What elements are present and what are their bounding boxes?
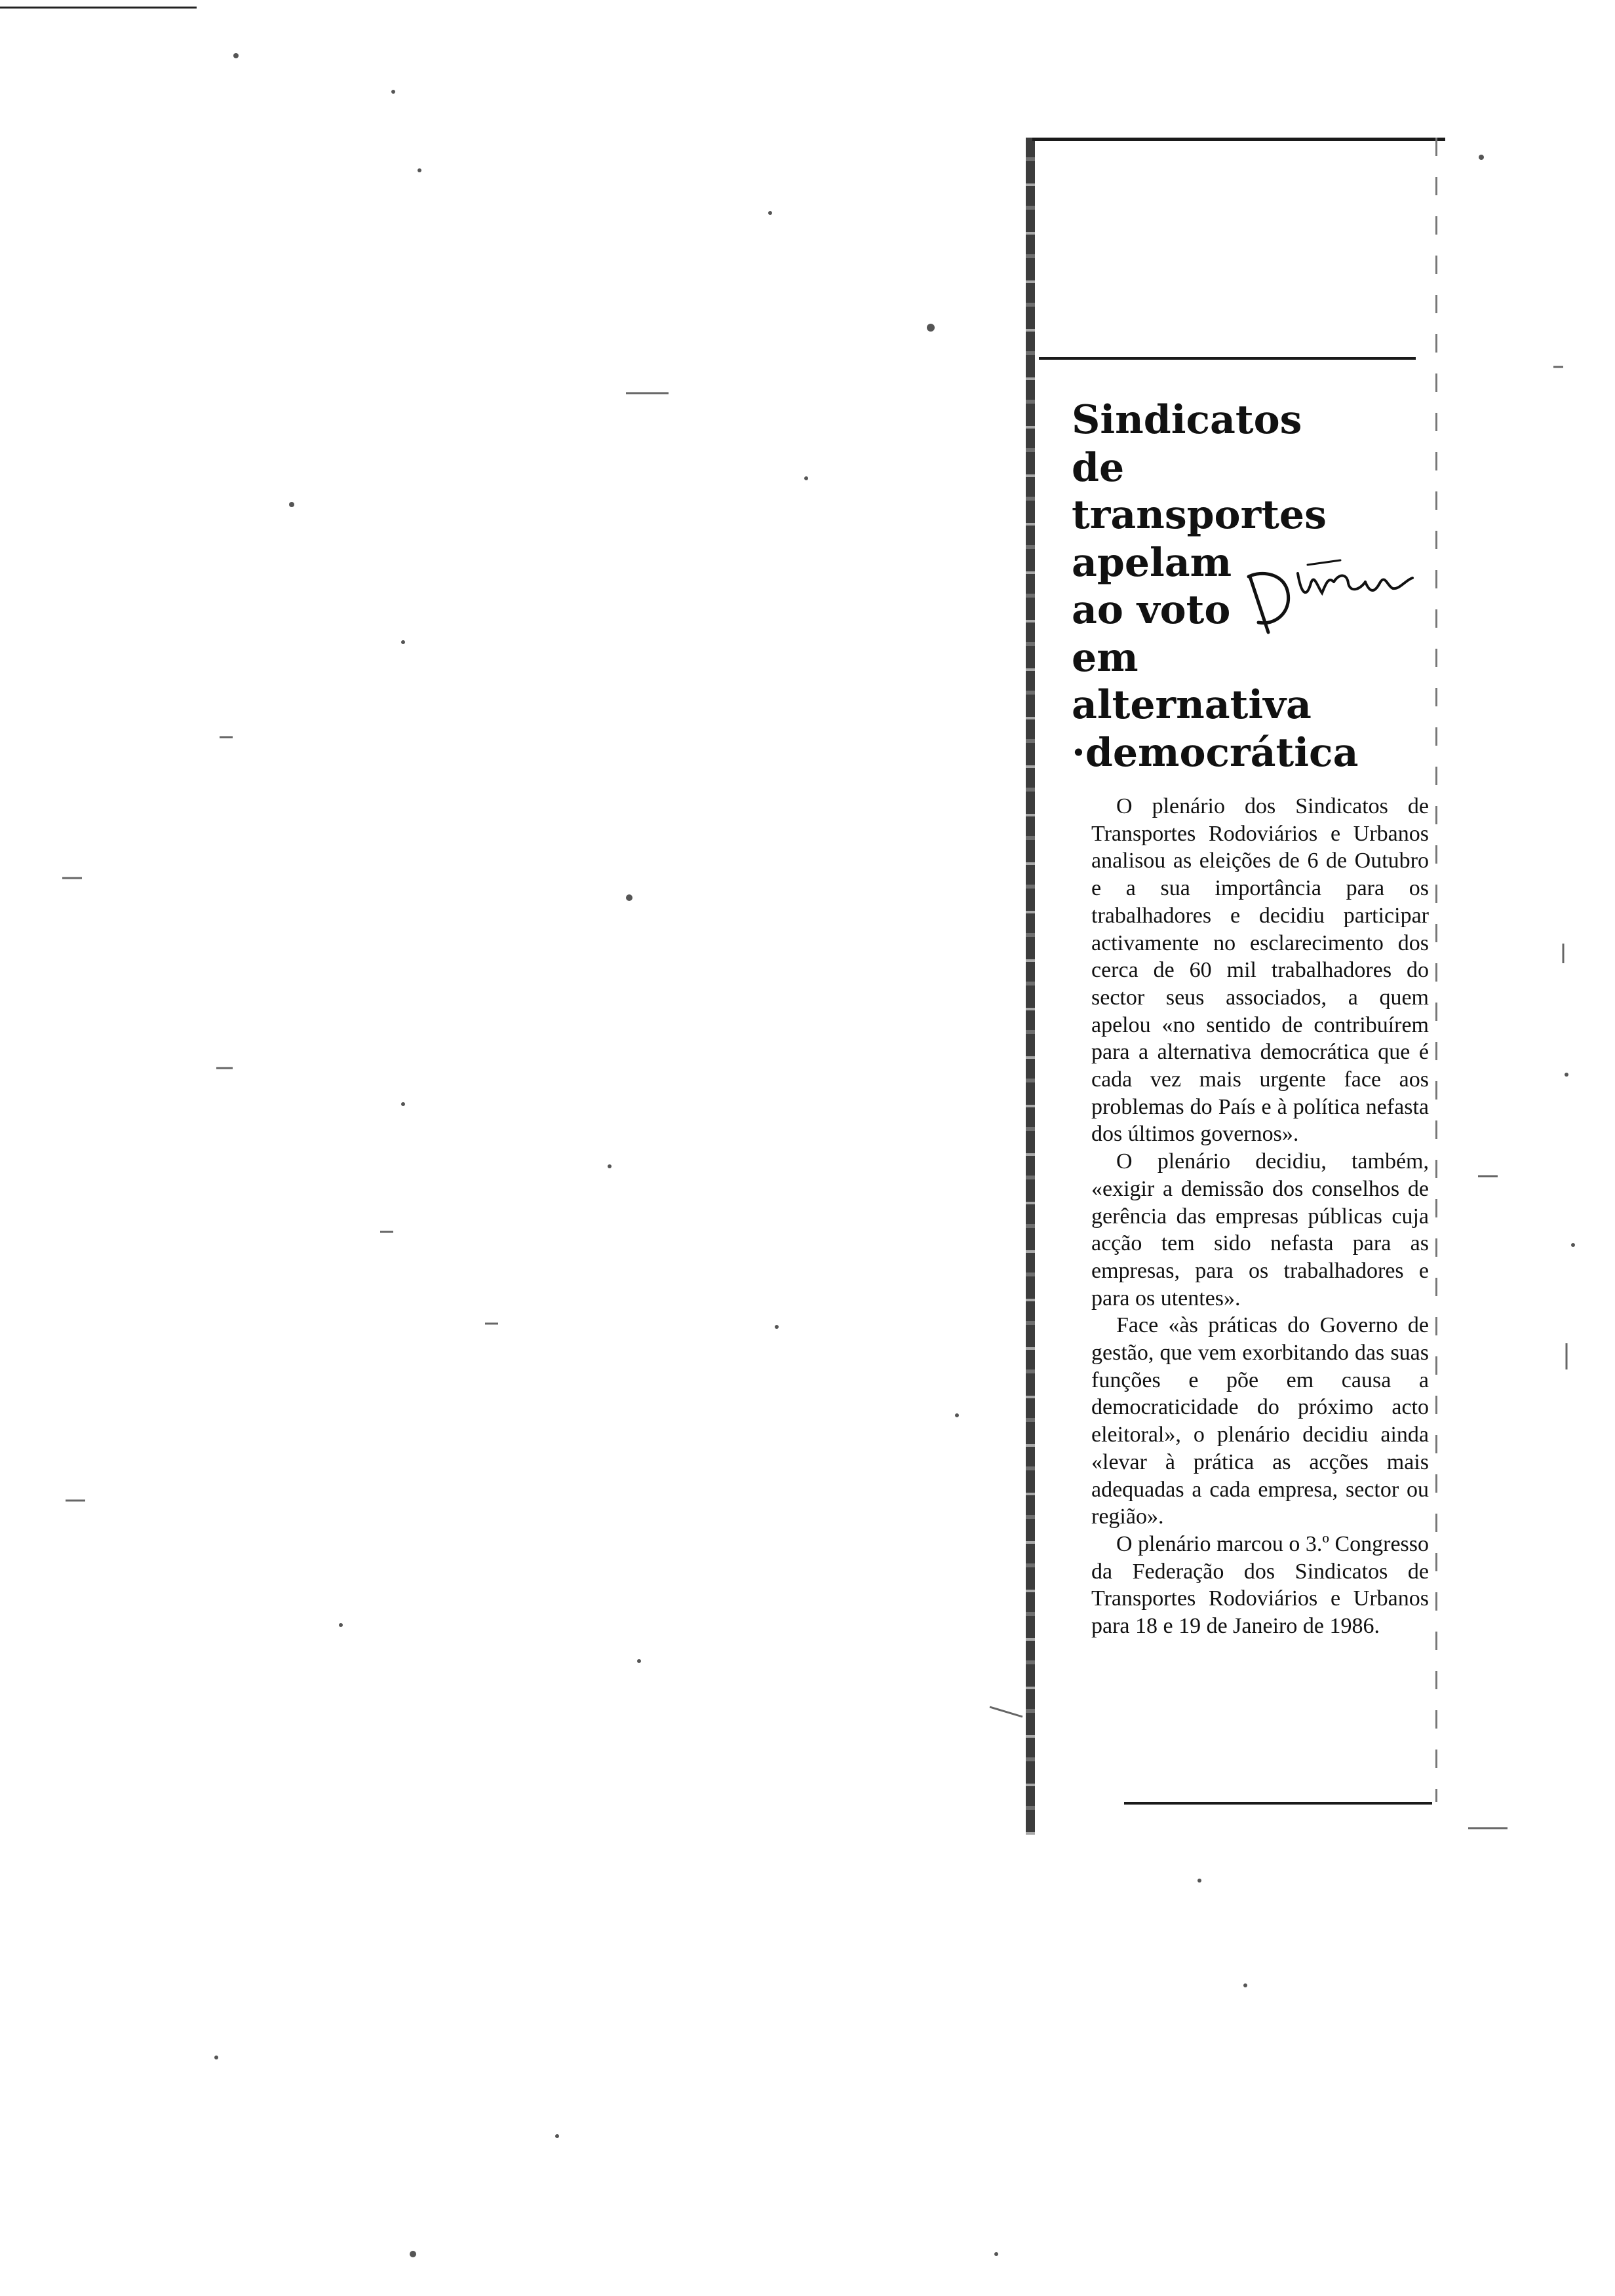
headline-line: Sindicatos: [1072, 397, 1302, 443]
headline-line: alternativa: [1072, 682, 1312, 728]
article-paragraph: O plenário marcou o 3.º Congresso da Federação dos Sindicatos de Transportes Rodoviários e Urbanos para 18 e 19 de Janeiro de 1986.: [1091, 1531, 1429, 1639]
headline-line: ·democrática: [1072, 729, 1359, 776]
article-paragraph: Face «às práticas do Governo de gestão, que vem exorbitando das suas funções e põe em causa a democraticidade do próximo acto eleitoral», o plenário decidiu ainda «levar à prática as acções mais adequadas a cada empresa, sector ou região».: [1091, 1313, 1429, 1529]
headline-line: apelam: [1072, 539, 1232, 586]
article-paragraph: O plenário decidiu, também, «exigir a demissão dos conselhos de gerência das empresas públicas cuja acção tem sido nefasta para as empresas, para os trabalhadores e para os utentes».: [1091, 1149, 1429, 1311]
headline-line: transportes: [1072, 492, 1327, 538]
headline-line: em: [1072, 634, 1138, 681]
headline-line: de: [1072, 444, 1125, 491]
headline-line: ao voto: [1072, 587, 1231, 633]
article-paragraph: O plenário dos Sindicatos de Transportes Rodoviários e Urbanos analisou as eleições de 6 de Outubro e a sua importância para os trabalhadores e decidiu participar activamente no esclarecimento dos cerca de 60 mil trabalhadores do sector seus associados, a quem apelou «no sentido de contribuírem para a alternativa democrática que é cada vez mais urgente face aos problemas do País e à política nefasta dos últimos governos».: [1091, 794, 1429, 1147]
